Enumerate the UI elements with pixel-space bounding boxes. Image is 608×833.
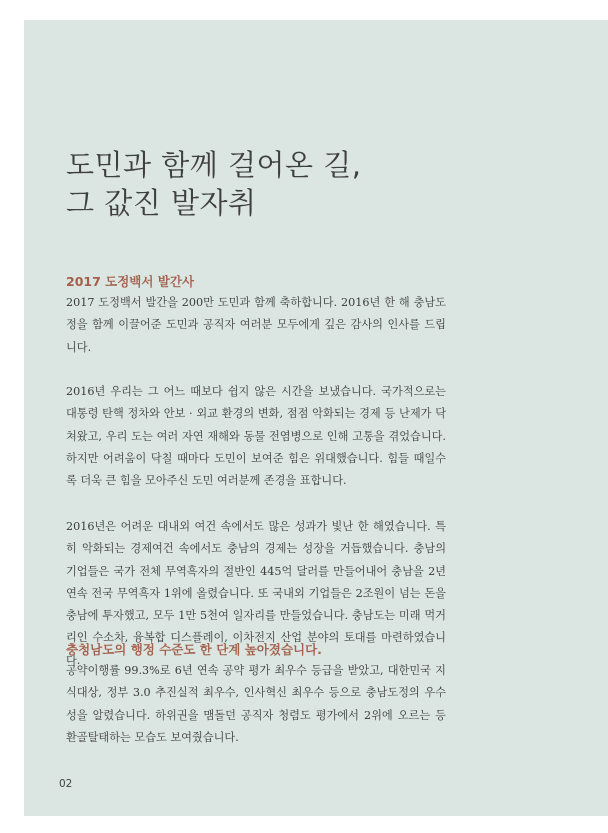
- section-heading-administration: 충청남도의 행정 수준도 한 단계 높아졌습니다.: [66, 642, 322, 657]
- title-line-1: 도민과 함께 걸어온 길,: [66, 148, 362, 182]
- paragraph-3: 2016년은 어려운 대내외 여건 속에서도 많은 성과가 빛난 한 해였습니다. 특히 악화되는 경제여건 속에서도 충남의 경제는 성장을 거듭했습니다. 충남의 기업들은 국가 전체 무역흑자의 절반인 445억 달러를 만들어내어 충남을 2년 연속 전국 무역흑자 1위에 올렸습니다. 또 국내외 기업들은 2조원이 넘는 돈을 충남에 투자했고, 모두 1만 5천여 일자리를 만들었습니다. 충남도는 미래 먹거리인 수소차, 융복합 디스플레이, 이차전지 산업 분야의 토대를 마련하였습니다.: [66, 520, 446, 667]
- section-heading-preface: 2017 도정백서 발간사: [66, 274, 195, 289]
- title-line-2: 그 값진 발자취: [66, 186, 257, 220]
- paragraph-2: 2016년 우리는 그 어느 때보다 쉽지 않은 시간을 보냈습니다. 국가적으로는 대통령 탄핵 정차와 안보 · 외교 환경의 변화, 점점 악화되는 경제 등 난제가 닥쳐왔고, 우리 도는 여러 자연 재해와 동물 전염병으로 인해 고통을 겪었습니다. 하지만 어려움이 닥칠 때마다 도민이 보여준 힘은 위대했습니다. 힘들 때일수록 더욱 큰 힘을 모아주신 도민 여러분께 존경을 표합니다.: [66, 385, 446, 488]
- paragraph-1: 2017 도정백서 발간을 200만 도민과 함께 축하합니다. 2016년 한 해 충남도정을 함께 이끌어준 도민과 공직자 여러분 모두에게 깊은 감사의 인사를 드립니다.: [66, 296, 446, 354]
- paragraph-4: 공약이행률 99.3%로 6년 연속 공약 평가 최우수 등급을 받았고, 대한민국 지식대상, 정부 3.0 추진실적 최우수, 인사혁신 최우수 등으로 충남도정의 우수성을 알렸습니다. 하위권을 맴돌던 공직자 청렴도 평가에서 2위에 오르는 등 환골탈태하는 모습도 보여줬습니다.: [66, 664, 446, 744]
- document-page: [24, 20, 608, 816]
- page-number: 02: [59, 778, 73, 790]
- page-title: [66, 146, 362, 222]
